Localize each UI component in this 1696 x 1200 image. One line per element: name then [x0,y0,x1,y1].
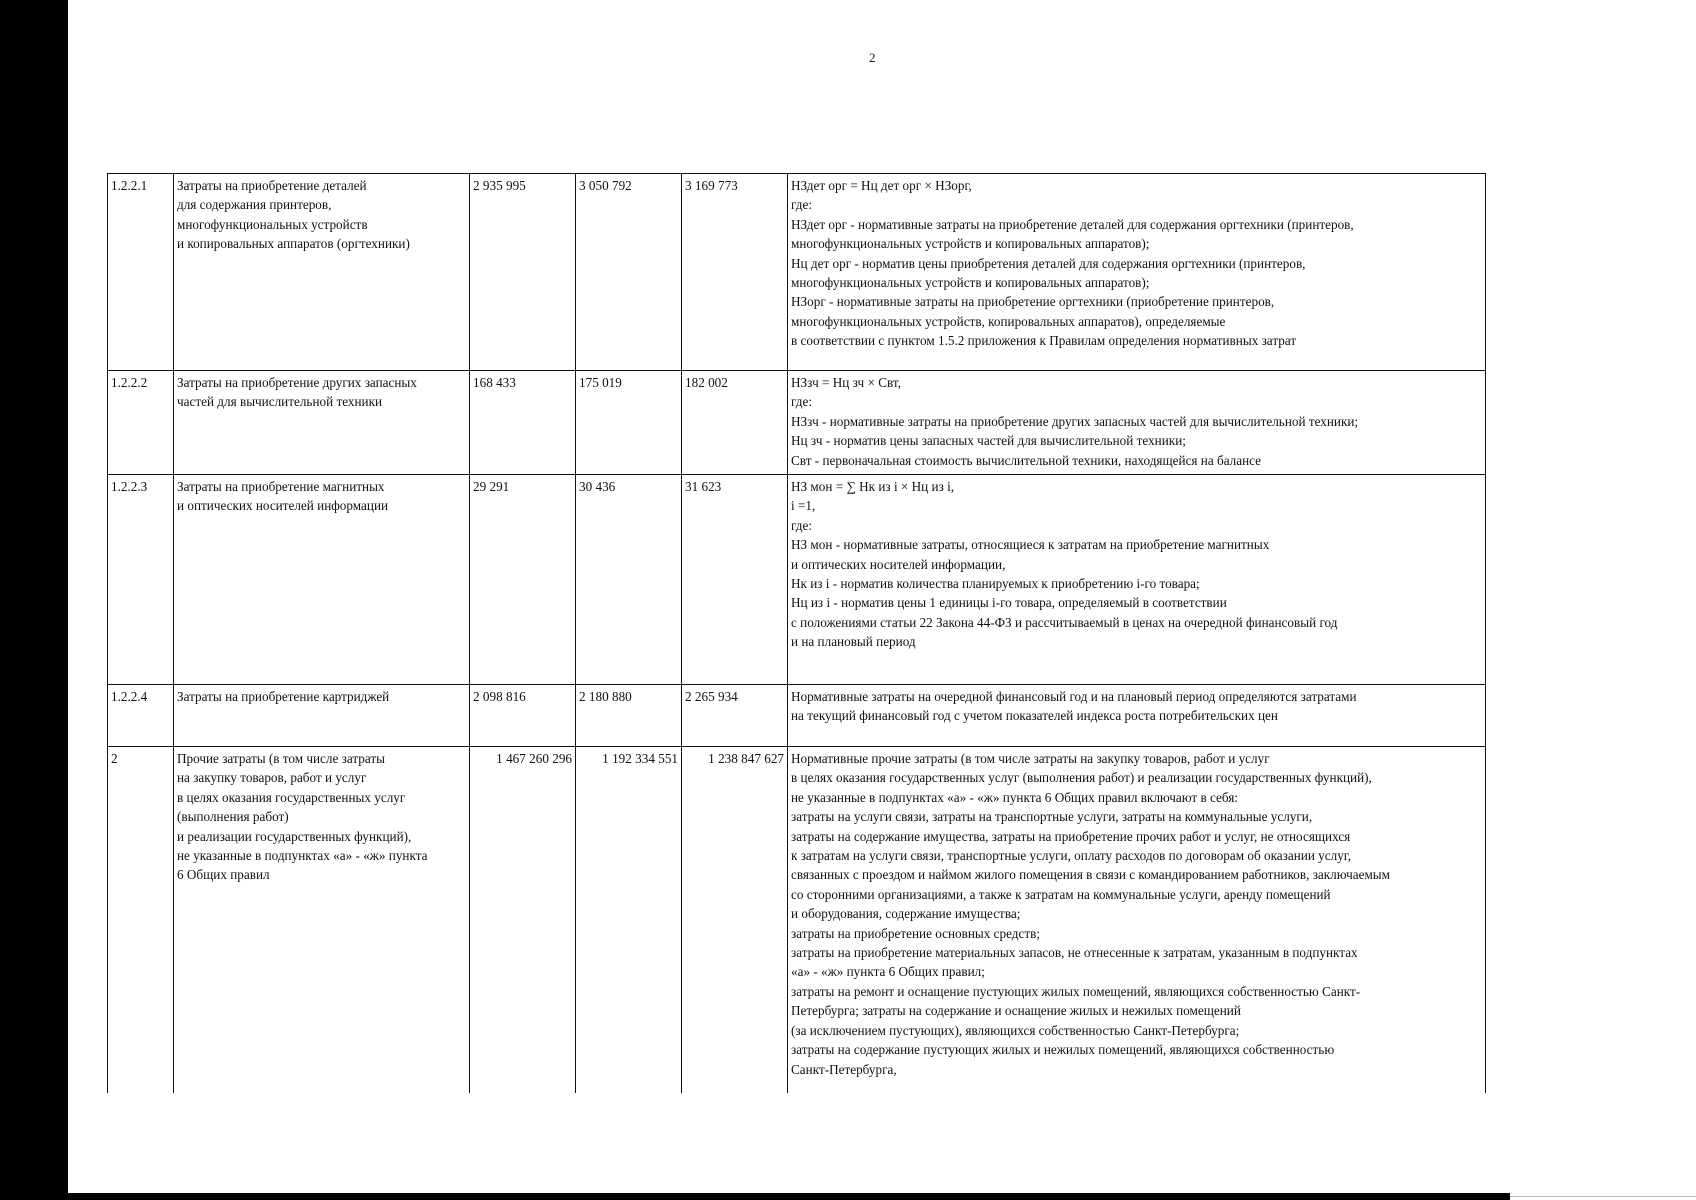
row-value-1: 168 433 [470,371,576,475]
row-desc-line: НЗ мон - нормативные затраты, относящиеся к затратам на приобретение магнитных [791,537,1270,553]
row-name-line: Затраты на приобретение других запасных [177,375,417,390]
row-value-1: 2 935 995 [470,174,576,371]
row-value-2: 3 050 792 [576,174,682,371]
table-row [108,685,1486,747]
row-code: 1.2.2.2 [108,371,174,475]
row-desc-line: затраты на содержание пустующих жилых и нежилых помещений, являющихся собственностью [791,1042,1335,1058]
row-desc-line: Петербурга; затраты на содержание и оснащение жилых и нежилых помещений [791,1003,1241,1019]
row-name-line: и копировальных аппаратов (оргтехники) [177,236,410,252]
row-desc-line: Нормативные затраты на очередной финансовый год и на плановый период определяются затратами [791,689,1357,704]
row-value-3: 2 265 934 [682,685,788,747]
row-desc-line: НЗзч - нормативные затраты на приобретение других запасных частей для вычислительной техники; [791,413,1359,429]
row-description [788,371,1486,475]
row-desc-line: «а» - «ж» пункта 6 Общих правил; [791,964,985,980]
row-name-line: Затраты на приобретение картриджей [177,689,390,704]
row-desc-line: многофункциональных устройств и копировальных аппаратов); [791,275,1150,291]
scan-border-bottom-thin [1510,1196,1696,1197]
row-desc-line: где: [791,197,812,213]
row-desc-line: затраты на содержание имущества, затраты на приобретение прочих работ и услуг, не относящихся [791,828,1351,844]
row-description [788,747,1486,1093]
row-desc-line: (за исключением пустующих), являющихся собственностью Санкт-Петербурга; [791,1022,1240,1038]
row-name-line: и реализации государственных функций), [177,828,412,844]
table-row [108,475,1486,685]
row-desc-line: затраты на услуги связи, затраты на транспортные услуги, затраты на коммунальные услуги, [791,809,1313,825]
row-name-line: многофункциональных устройств [177,216,368,232]
row-desc-line: не указанные в подпунктах «а» - «ж» пункта 6 Общих правил включают в себя: [791,789,1238,805]
row-desc-line: Нц зч - норматив цены запасных частей для вычислительной техники; [791,433,1186,449]
row-desc-line: со сторонними организациями, а также к затратам на коммунальные услуги, аренду помещений [791,886,1331,902]
row-desc-line: НЗдет орг - нормативные затраты на приобретение деталей для содержания оргтехники (принтеров, [791,216,1354,232]
table-row [108,747,1486,1093]
row-desc-line: к затратам на услуги связи, транспортные услуги, оплату расходов по договорам об оказании услуг, [791,848,1352,864]
row-code: 1.2.2.1 [108,174,174,371]
row-desc-line: с положениями статьи 22 Закона 44-ФЗ и рассчитываемый в ценах на очередной финансовый год [791,614,1338,630]
row-name [174,685,470,747]
row-name-line: Затраты на приобретение деталей [177,178,367,193]
row-name-line: не указанные в подпунктах «а» - «ж» пункта [177,848,428,864]
row-name-line: частей для вычислительной техники [177,394,383,410]
row-desc-line: где: [791,394,812,410]
row-value-2: 1 192 334 551 [576,747,682,1093]
row-desc-line: Нц дет орг - норматив цены приобретения деталей для содержания оргтехники (принтеров, [791,255,1306,271]
row-desc-line: затраты на приобретение основных средств; [791,925,1041,941]
row-desc-line: и на плановый период [791,634,916,650]
row-desc-line: i =1, [791,498,816,514]
row-desc-line: где: [791,517,812,533]
row-value-1: 29 291 [470,475,576,685]
row-value-3: 3 169 773 [682,174,788,371]
row-name-line: в целях оказания государственных услуг [177,789,406,805]
row-code: 2 [108,747,174,1093]
row-name-line: на закупку товаров, работ и услуг [177,770,367,786]
row-name-line: Прочие затраты (в том числе затраты [177,751,386,766]
row-description [788,685,1486,747]
row-desc-line: на текущий финансовый год с учетом показателей индекса роста потребительских цен [791,708,1278,724]
row-name-line: (выполнения работ) [177,809,289,825]
row-name [174,174,470,371]
row-name [174,371,470,475]
row-formula: НЗдет орг = Нц дет орг × НЗорг, [791,178,972,193]
row-value-2: 30 436 [576,475,682,685]
page-number: 2 [869,50,876,65]
row-description [788,174,1486,371]
row-value-1: 1 467 260 296 [470,747,576,1093]
row-description [788,475,1486,685]
row-desc-line: Свт - первоначальная стоимость вычислительной техники, находящейся на балансе [791,452,1262,468]
row-desc-line: Нц из i - норматив цены 1 единицы i-го товара, определяемый в соответствии [791,595,1227,611]
row-desc-line: многофункциональных устройств, копировальных аппаратов), определяемые [791,313,1226,329]
row-desc-line: и оборудования, содержание имущества; [791,906,1021,922]
row-value-3: 31 623 [682,475,788,685]
row-desc-line: в соответствии с пунктом 1.5.2 приложения к Правилам определения нормативных затрат [791,333,1297,349]
row-code: 1.2.2.3 [108,475,174,685]
row-desc-line: Нк из i - норматив количества планируемых к приобретению i-го товара; [791,576,1200,592]
row-desc-line: и оптических носителей информации, [791,556,1006,572]
scan-border-bottom [0,1193,1510,1200]
row-desc-line: многофункциональных устройств и копировальных аппаратов); [791,236,1150,252]
row-formula: НЗ мон = ∑ Нк из i × Нц из i, [791,479,955,494]
row-code: 1.2.2.4 [108,685,174,747]
table-row [108,174,1486,371]
row-desc-line: в целях оказания государственных услуг (выполнения работ) и реализации государственных функций), [791,770,1372,786]
row-name-line: Затраты на приобретение магнитных [177,479,385,494]
row-value-3: 1 238 847 627 [682,747,788,1093]
row-desc-line: Санкт-Петербурга, [791,1061,897,1077]
row-name-line: и оптических носителей информации [177,498,389,514]
row-value-3: 182 002 [682,371,788,475]
row-desc-line: затраты на приобретение материальных запасов, не отнесенные к затратам, указанным в подпунктах [791,945,1358,961]
row-desc-line: затраты на ремонт и оснащение пустующих жилых помещений, являющихся собственностью Санкт- [791,983,1361,999]
row-desc-line: Нормативные прочие затраты (в том числе затраты на закупку товаров, работ и услуг [791,751,1270,766]
row-value-2: 2 180 880 [576,685,682,747]
table-row [108,371,1486,475]
scan-border-left [0,0,68,1200]
row-desc-line: связанных с проездом и наймом жилого помещения в связи с командированием работников, заключаемым [791,867,1391,883]
row-desc-line: НЗорг - нормативные затраты на приобретение оргтехники (приобретение принтеров, [791,294,1275,310]
row-name-line: 6 Общих правил [177,867,270,883]
row-formula: НЗзч = Нц зч × Свт, [791,375,901,390]
row-name [174,747,470,1093]
row-value-2: 175 019 [576,371,682,475]
cost-table [107,173,1486,1093]
row-name [174,475,470,685]
row-value-1: 2 098 816 [470,685,576,747]
row-name-line: для содержания принтеров, [177,197,332,213]
